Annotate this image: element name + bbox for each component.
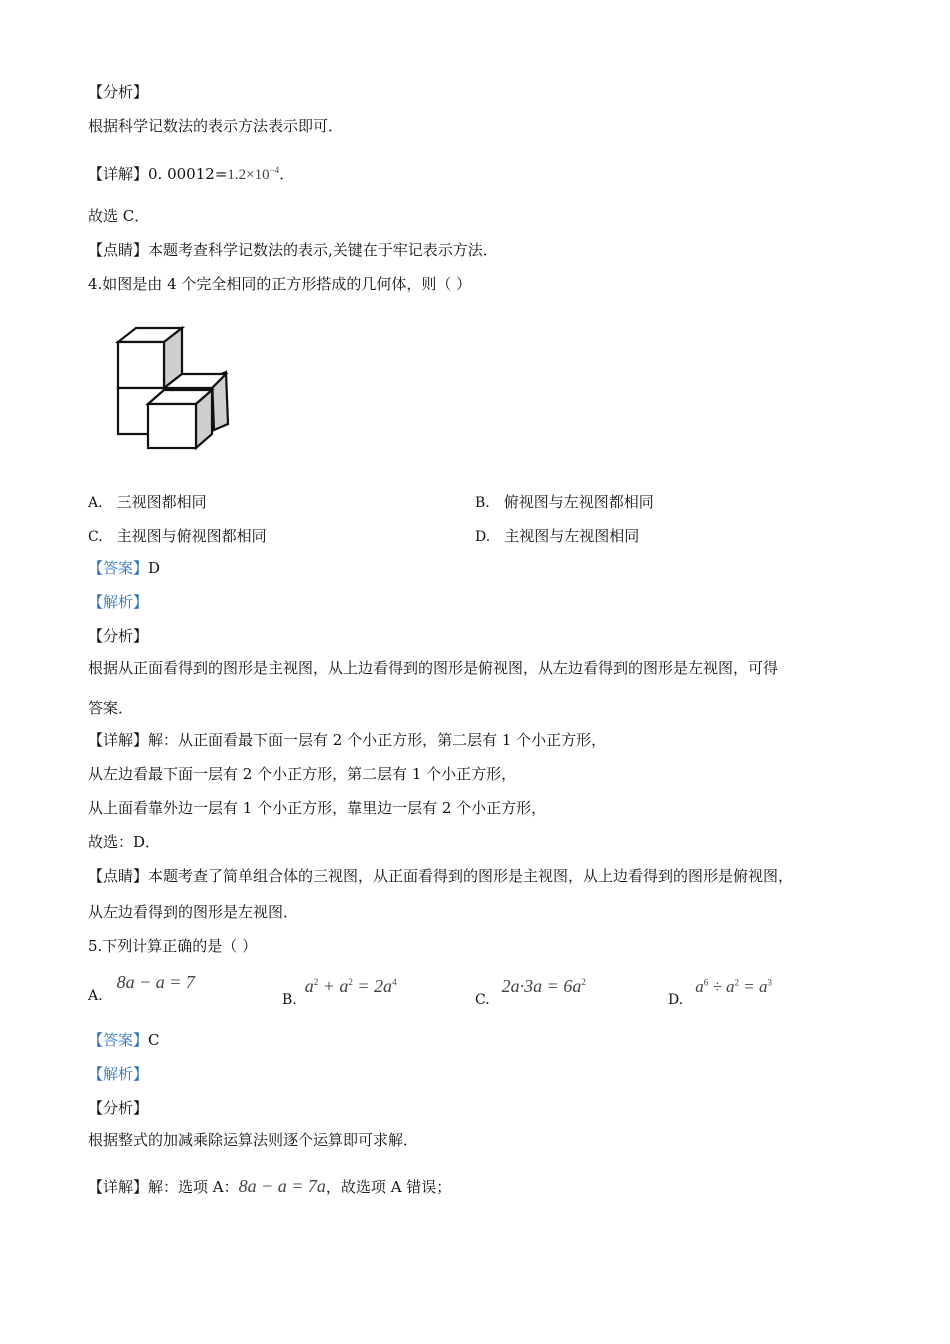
q3-analysis-tag: 【分析】 (88, 83, 149, 101)
q5-answer-value: C (148, 1031, 160, 1049)
q4-analysis-line1: 根据从正面看得到的图形是主视图，从上边看得到的图形是俯视图，从左边看得到的图形是左视图，可得 (88, 659, 779, 677)
q3-comment-text: 本题考查科学记数法的表示,关键在于牢记表示方法． (148, 241, 498, 259)
cube-front-front-face (148, 404, 196, 448)
q4-detail-line2: 从左边看最下面一层有 2 个小正方形，第二层有 1 个小正方形， (88, 765, 517, 783)
q5-explain-tag: 【解析】 (88, 1065, 149, 1083)
q4-analysis-tag: 【分析】 (88, 627, 149, 645)
q4-detail-line4: 故选：D． (88, 833, 161, 851)
q4-answer-value: D (148, 559, 161, 577)
q4-comment-tag: 【点睛】 (88, 867, 149, 885)
q5-detail-tag: 【详解】 (88, 1178, 149, 1196)
q5-option-d[interactable]: $D.a^6 \div a^2 = a^3$ (668, 976, 773, 1008)
q4-detail-line3: 从上面看靠外边一层有 1 个小正方形，靠里边一层有 2 个小正方形， (88, 799, 547, 817)
q5-answer-tag: 【答案】 (88, 1031, 149, 1049)
q5-option-b[interactable]: $B.a^2 + a^2 = 2a^4$ (282, 976, 397, 1008)
q4-stem: 4.如图是由 4 个完全相同的正方形搭成的几何体，则（ ） (88, 275, 472, 293)
q5-analysis-tag: 【分析】 (88, 1099, 149, 1117)
q4-comment-line1: 【点睛】本题考查了简单组合体的三视图，从正面看得到的图形是主视图，从上边看得到的图形是俯视图， (88, 867, 794, 885)
q3-comment-tag: 【点睛】 (88, 241, 149, 259)
q3-comment-line (88, 240, 498, 260)
q5-stem: 5.下列计算正确的是（ ） (88, 937, 258, 955)
q4-detail-line1: 【详解】解：从正面看最下面一层有 2 个小正方形，第二层有 1 个小正方形， (88, 731, 607, 749)
q5-detail-line: 【详解】解：选项 A：8a − a = 7a，故选项 A 错误； (88, 1176, 452, 1196)
q3-detail-tag: 【详解】 (88, 165, 149, 183)
q3-detail-math: $1.2\times 10^{-4}$ (227, 165, 280, 183)
q4-comment-line2: 从左边看得到的图形是左视图． (88, 903, 299, 921)
q3-answer-line: 故选 C． (88, 207, 150, 225)
q4-explain-tag: 【解析】 (88, 593, 149, 611)
q3-detail-line: 【详解】0. $00012=1.2\times 10^{-4}$． (88, 165, 295, 183)
q4-answer-line (88, 558, 160, 578)
cube-top-front-face (118, 342, 164, 388)
q4-analysis-line2: 答案． (88, 699, 134, 717)
cube-stack-figure (108, 320, 238, 456)
q3-detail-prefix: 0. 00012= (148, 165, 228, 183)
q4-detail-tag: 【详解】 (88, 731, 149, 749)
q5-analysis-text: 根据整式的加减乘除运算法则逐个运算即可求解． (88, 1131, 419, 1149)
q4-option-d[interactable]: D. 主视图与左视图相同 (475, 527, 640, 545)
q5-answer-line (88, 1030, 160, 1050)
q4-option-c[interactable]: C. 主视图与俯视图都相同 (88, 527, 267, 545)
q5-detail-math: 8a − a = 7a (238, 1176, 326, 1196)
q4-option-b[interactable]: B. 俯视图与左视图都相同 (475, 493, 654, 511)
q4-option-a[interactable]: A. 三视图都相同 (88, 493, 207, 511)
q5-option-a[interactable]: A.8a − a = 7 (88, 972, 195, 1004)
q3-analysis-text: 根据科学记数法的表示方法表示即可． (88, 117, 344, 135)
q5-option-c[interactable]: $C.2a\cdot 3a = 6a^2$ (475, 976, 586, 1008)
q4-answer-tag: 【答案】 (88, 559, 149, 577)
